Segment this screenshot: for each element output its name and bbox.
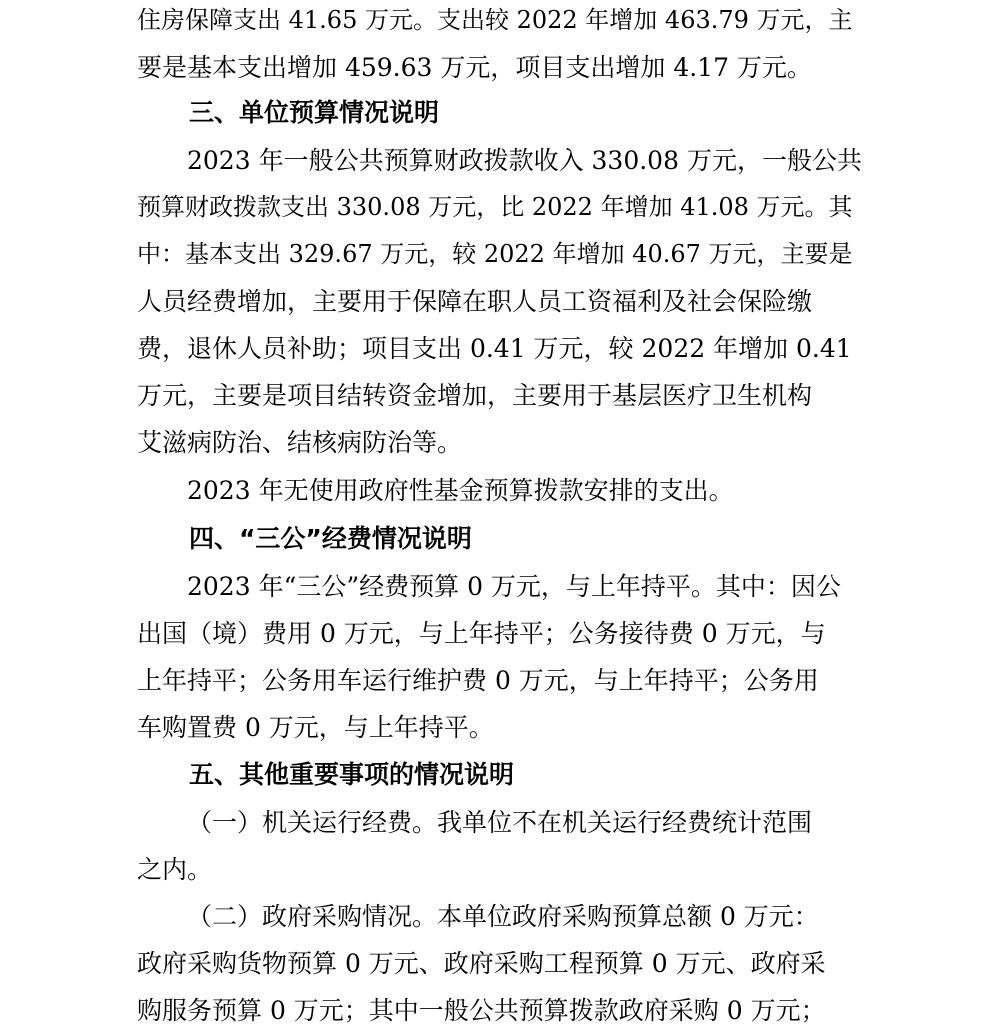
body-text-line: 2023 年一般公共预算财政拨款收入 330.08 万元，一般公共	[187, 146, 862, 175]
body-text-line: 预算财政拨款支出 330.08 万元，比 2022 年增加 41.08 万元。其	[137, 193, 853, 221]
body-text-line: 车购置费 0 万元，与上年持平。	[137, 713, 494, 742]
body-text-line: （二）政府采购情况。本单位政府采购预算总额 0 万元：	[187, 902, 819, 931]
body-text-line: 2023 年“三公”经费预算 0 万元，与上年持平。其中：因公	[187, 572, 841, 601]
body-text-line: 住房保障支出 41.65 万元。支出较 2022 年增加 463.79 万元，主	[137, 6, 853, 34]
body-text-line: （一）机关运行经费。我单位不在机关运行经费统计范围	[187, 808, 813, 837]
section-heading-3: 三、单位预算情况说明	[189, 98, 440, 127]
body-text-line: 之内。	[137, 855, 213, 884]
body-text-line: 购服务预算 0 万元；其中一般公共预算拨款政府采购 0 万元；	[137, 996, 826, 1025]
section-heading-5: 五、其他重要事项的情况说明	[189, 760, 515, 789]
body-text-line: 上年持平；公务用车运行维护费 0 万元，与上年持平；公务用	[137, 666, 819, 695]
body-text-line: 万元，主要是项目结转资金增加，主要用于基层医疗卫生机构	[137, 381, 813, 410]
body-text-line: 2023 年无使用政府性基金预算拨款安排的支出。	[187, 476, 734, 505]
body-text-line: 政府采购货物预算 0 万元、政府采购工程预算 0 万元、政府采	[137, 949, 826, 978]
body-text-line: 费，退休人员补助；项目支出 0.41 万元，较 2022 年增加 0.41	[137, 334, 852, 363]
body-text-line: 出国（境）费用 0 万元，与上年持平；公务接待费 0 万元，与	[137, 619, 826, 648]
body-text-line: 人员经费增加，主要用于保障在职人员工资福利及社会保险缴	[137, 287, 813, 316]
body-text-line: 中：基本支出 329.67 万元，较 2022 年增加 40.67 万元，主要是	[137, 240, 853, 268]
body-text-line: 要是基本支出增加 459.63 万元，项目支出增加 4.17 万元。	[137, 53, 812, 82]
body-text-line: 艾滋病防治、结核病防治等。	[137, 428, 463, 457]
section-heading-4: 四、“三公”经费情况说明	[189, 524, 472, 553]
